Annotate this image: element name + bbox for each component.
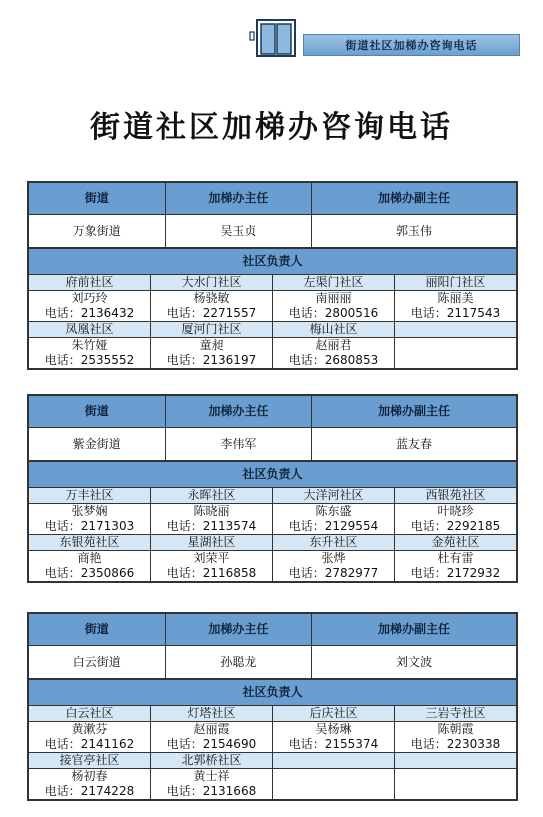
- community-name: 三岩寺社区: [395, 706, 517, 722]
- contact-phone: 电话：2782977: [288, 566, 379, 580]
- community-contact: [29, 504, 151, 535]
- community-name: 星湖社区: [151, 535, 273, 551]
- deputy-name: 郭玉伟: [312, 215, 517, 248]
- street-block: [27, 612, 518, 801]
- contact-person: 陈丽美: [437, 291, 474, 305]
- street-block: [27, 181, 518, 370]
- community-name: [395, 322, 517, 338]
- contact-person: 叶晓珍: [437, 504, 474, 518]
- contact-phone: 电话：2172932: [410, 566, 501, 580]
- community-contact: [29, 291, 151, 322]
- contact-person: 张烨: [321, 551, 346, 565]
- street-header: 街道: [29, 183, 166, 215]
- community-contact: [395, 338, 517, 369]
- contact-person: 张梦娴: [71, 504, 108, 518]
- community-name: 接官亭社区: [29, 753, 151, 769]
- community-contact: [395, 504, 517, 535]
- community-contact: [273, 769, 395, 800]
- contact-person: 黄漱芬: [71, 722, 108, 736]
- street-header: 街道: [29, 396, 166, 428]
- community-contact: [29, 769, 151, 800]
- community-contact: [273, 504, 395, 535]
- street-name: 白云街道: [29, 646, 166, 679]
- contact-phone: 电话：2350866: [44, 566, 135, 580]
- street-header: 街道: [29, 614, 166, 646]
- section-header: 社区负责人: [29, 462, 517, 488]
- community-name: 白云社区: [29, 706, 151, 722]
- contact-person: 刘荣平: [193, 551, 230, 565]
- community-contact: [395, 291, 517, 322]
- community-name: 府前社区: [29, 275, 151, 291]
- deputy-header: 加梯办副主任: [312, 396, 517, 428]
- community-name: 凤凰社区: [29, 322, 151, 338]
- contact-person: 童昶: [199, 338, 224, 352]
- community-name: 北郭桥社区: [151, 753, 273, 769]
- contact-phone: 电话：2292185: [410, 519, 501, 533]
- community-name: [395, 753, 517, 769]
- section-header: 社区负责人: [29, 249, 517, 275]
- section-header: 社区负责人: [29, 680, 517, 706]
- community-contact: [273, 551, 395, 582]
- contact-phone: 电话：2800516: [288, 306, 379, 320]
- community-name: 金苑社区: [395, 535, 517, 551]
- deputy-name: 刘文波: [312, 646, 517, 679]
- community-name: 西银苑社区: [395, 488, 517, 504]
- contact-person: 朱竹娅: [71, 338, 108, 352]
- director-header: 加梯办主任: [165, 183, 311, 215]
- director-name: 吴玉贞: [165, 215, 311, 248]
- community-name: 大洋河社区: [273, 488, 395, 504]
- contact-phone: 电话：2117543: [410, 306, 501, 320]
- community-name: 灯塔社区: [151, 706, 273, 722]
- contact-phone: 电话：2131668: [166, 784, 257, 798]
- contact-person: 刘巧玲: [71, 291, 108, 305]
- contact-person: 陈东盛: [315, 504, 352, 518]
- community-contact: [151, 769, 273, 800]
- contact-phone: 电话：2680853: [288, 353, 379, 367]
- contact-person: 杨骁敏: [193, 291, 230, 305]
- contact-phone: 电话：2154690: [166, 737, 257, 751]
- deputy-header: 加梯办副主任: [312, 183, 517, 215]
- contact-person: 南丽丽: [315, 291, 352, 305]
- contact-phone: 电话：2129554: [288, 519, 379, 533]
- community-name: 后庆社区: [273, 706, 395, 722]
- contact-phone: 电话：2141162: [44, 737, 135, 751]
- community-contact: [151, 338, 273, 369]
- director-header: 加梯办主任: [165, 614, 311, 646]
- contact-phone: 电话：2535552: [44, 353, 135, 367]
- community-name: 厦河门社区: [151, 322, 273, 338]
- community-contact: [273, 338, 395, 369]
- community-contact: [151, 291, 273, 322]
- community-contact: [29, 338, 151, 369]
- community-contact: [151, 551, 273, 582]
- community-name: 梅山社区: [273, 322, 395, 338]
- community-name: 左渠门社区: [273, 275, 395, 291]
- street-block: [27, 394, 518, 583]
- contact-phone: 电话：2174228: [44, 784, 135, 798]
- community-name: 万丰社区: [29, 488, 151, 504]
- community-contact: [151, 722, 273, 753]
- contact-phone: 电话：2230338: [410, 737, 501, 751]
- contact-person: 赵丽君: [315, 338, 352, 352]
- deputy-header: 加梯办副主任: [312, 614, 517, 646]
- community-name: 东银苑社区: [29, 535, 151, 551]
- community-name: 永晖社区: [151, 488, 273, 504]
- community-contact: [395, 551, 517, 582]
- contact-phone: 电话：2116858: [166, 566, 257, 580]
- deputy-name: 蓝友春: [312, 428, 517, 461]
- director-name: 孙聪龙: [165, 646, 311, 679]
- contact-phone: 电话：2271557: [166, 306, 257, 320]
- contact-person: 杨初春: [71, 769, 108, 783]
- contact-phone: 电话：2171303: [44, 519, 135, 533]
- contact-person: 杜有雷: [437, 551, 474, 565]
- contact-person: 陈晓丽: [193, 504, 230, 518]
- contact-phone: 电话：2136432: [44, 306, 135, 320]
- contact-person: 陈朝霞: [437, 722, 474, 736]
- community-contact: [273, 291, 395, 322]
- community-contact: [395, 722, 517, 753]
- community-contact: [29, 722, 151, 753]
- community-contact: [151, 504, 273, 535]
- header-banner: 街道社区加梯办咨询电话: [303, 34, 520, 56]
- community-name: [273, 753, 395, 769]
- street-name: 万象街道: [29, 215, 166, 248]
- contact-phone: 电话：2113574: [166, 519, 257, 533]
- community-contact: [395, 769, 517, 800]
- community-contact: [29, 551, 151, 582]
- contact-phone: 电话：2155374: [288, 737, 379, 751]
- elevator-icon: [248, 18, 298, 58]
- community-name: 大水门社区: [151, 275, 273, 291]
- contact-person: 赵丽霞: [193, 722, 230, 736]
- contact-person: 商艳: [77, 551, 102, 565]
- community-contact: [273, 722, 395, 753]
- contact-phone: 电话：2136197: [166, 353, 257, 367]
- contact-person: 黄士祥: [193, 769, 230, 783]
- page-title: 街道社区加梯办咨询电话: [90, 110, 453, 145]
- director-name: 李伟军: [165, 428, 311, 461]
- community-name: 东升社区: [273, 535, 395, 551]
- street-name: 紫金街道: [29, 428, 166, 461]
- contact-person: 吴杨琳: [315, 722, 352, 736]
- community-name: 丽阳门社区: [395, 275, 517, 291]
- director-header: 加梯办主任: [165, 396, 311, 428]
